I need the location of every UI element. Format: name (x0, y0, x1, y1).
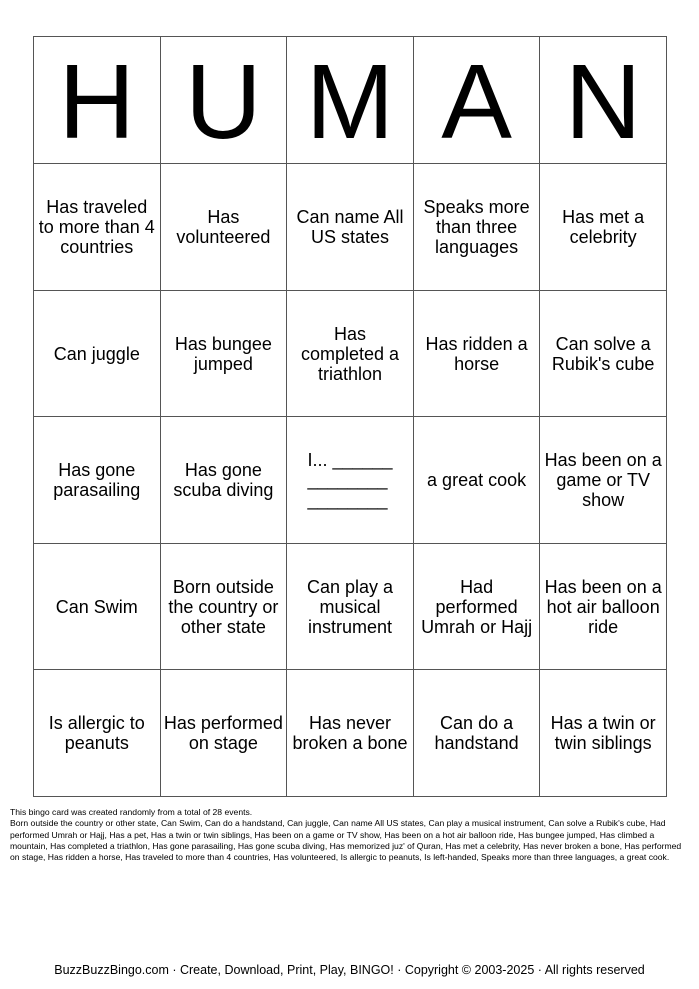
bingo-cell: Has been on a hot air balloon ride (540, 544, 667, 670)
bingo-cell: Has a twin or twin siblings (540, 670, 667, 797)
card-info-summary: This bingo card was created randomly from a total of 28 events. (10, 807, 253, 817)
bingo-row-5 (34, 670, 667, 797)
bingo-cell: Born outside the country or other state (160, 544, 287, 670)
bingo-row-2 (34, 291, 667, 417)
bingo-cell: Has gone scuba diving (160, 417, 287, 544)
bingo-cell: Can solve a Rubik's cube (540, 291, 667, 417)
bingo-cell: Has bungee jumped (160, 291, 287, 417)
header-letter-a: A (413, 37, 540, 164)
bingo-cell: Has performed on stage (160, 670, 287, 797)
bingo-row-3 (34, 417, 667, 544)
bingo-cell: Has completed a triathlon (287, 291, 414, 417)
bingo-cell: Has never broken a bone (287, 670, 414, 797)
bingo-cell: Is allergic to peanuts (34, 670, 161, 797)
free-space-line: ________ (307, 470, 388, 490)
header-letter-m: M (287, 37, 414, 164)
free-space-line: I... ______ (307, 450, 393, 470)
free-space-lines (307, 450, 392, 510)
bingo-cell: Can juggle (34, 291, 161, 417)
header-letter-n: N (540, 37, 667, 164)
bingo-cell: Has traveled to more than 4 countries (34, 164, 161, 291)
bingo-cell: Can Swim (34, 544, 161, 670)
page-footer: BuzzBuzzBingo.com · Create, Download, Print, Play, BINGO! · Copyright © 2003-2025 · All rights reserved (54, 963, 645, 977)
header-row (34, 37, 667, 164)
header-letter-h: H (34, 37, 161, 164)
header-letter-u: U (160, 37, 287, 164)
bingo-cell: Can do a handstand (413, 670, 540, 797)
bingo-cell: Can name All US states (287, 164, 414, 291)
card-info (10, 807, 690, 863)
bingo-cell: Speaks more than three languages (413, 164, 540, 291)
bingo-cell: Has met a celebrity (540, 164, 667, 291)
bingo-card (33, 36, 667, 797)
free-space-cell (287, 417, 414, 544)
bingo-cell: Has gone parasailing (34, 417, 161, 544)
bingo-row-1 (34, 164, 667, 291)
bingo-row-4 (34, 544, 667, 670)
bingo-cell: a great cook (413, 417, 540, 544)
bingo-cell: Had performed Umrah or Hajj (413, 544, 540, 670)
bingo-cell: Has ridden a horse (413, 291, 540, 417)
card-info-events: Born outside the country or other state, Can Swim, Can do a handstand, Can juggle, Can name All US states, Can play a musical instrument, Can solve a Rubik's cube, Had performed Umrah or Hajj, Has a pet, Has a twin or twin siblings, Has been on a game or TV show, Has been on a hot air balloon ride, Has bungee jumped, Has climbed a mountain, Has completed a triathlon, Has gone parasailing, Has gone scuba diving, Has memorized juz' of Quran, Has met a celebrity, Has never broken a bone, Has performed on stage, Has ridden a horse, Has traveled to more than 4 countries, Has volunteered, Is allergic to peanuts, Is left-handed, Speaks more than three languages, a great cook. (10, 818, 682, 863)
free-space-line: ________ (307, 490, 388, 510)
bingo-cell: Has volunteered (160, 164, 287, 291)
bingo-cell: Can play a musical instrument (287, 544, 414, 670)
bingo-cell: Has been on a game or TV show (540, 417, 667, 544)
